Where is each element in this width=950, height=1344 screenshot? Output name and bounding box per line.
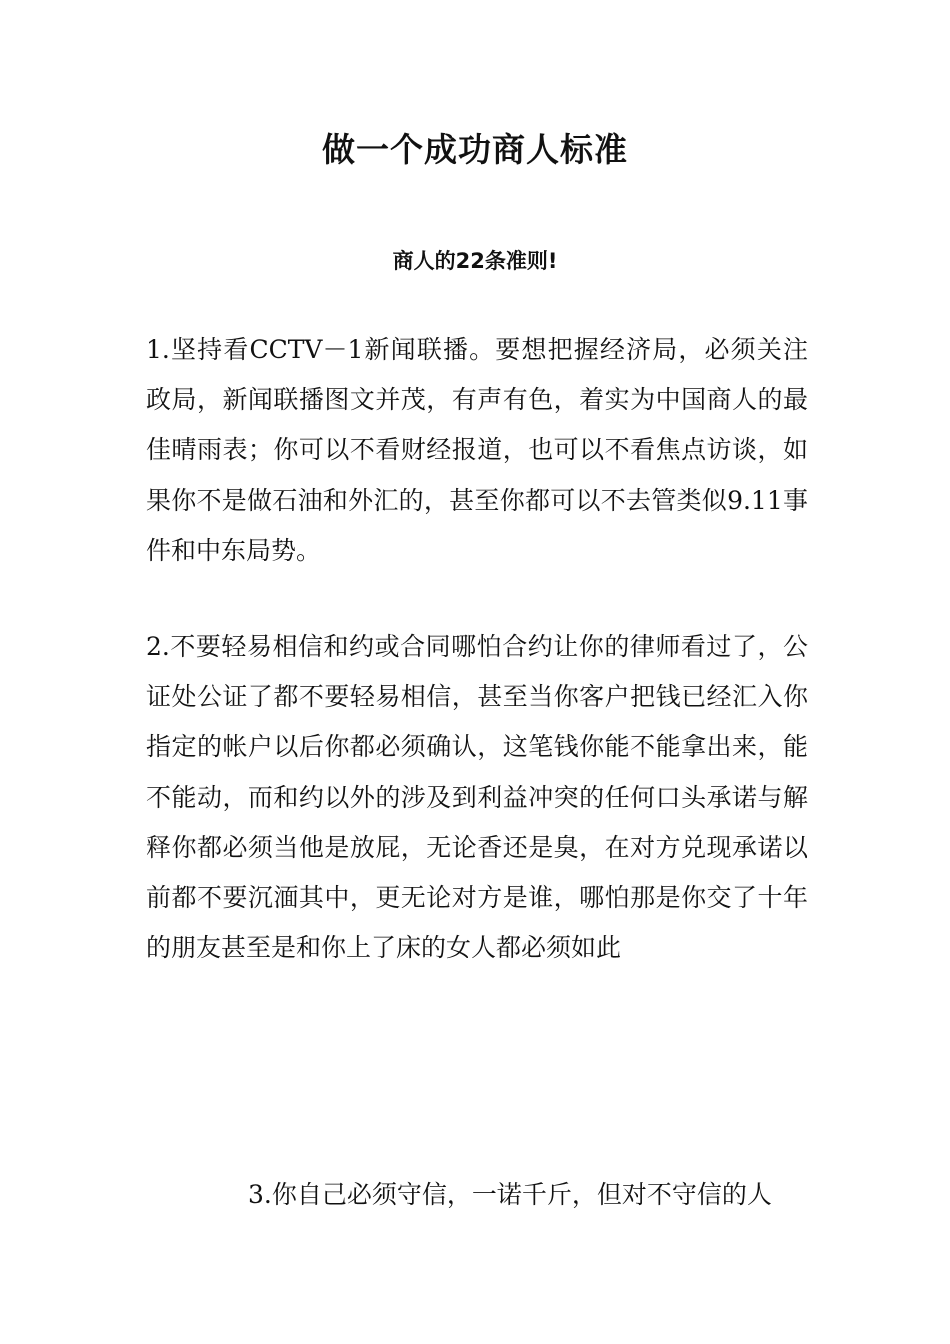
- document-title: 做一个成功商人标准: [322, 130, 628, 169]
- paragraph-rule-2: 2.不要轻易相信和约或合同哪怕合约让你的律师看过了，公证处公证了都不要轻易相信，甚至当你客户把钱已经汇入你指定的帐户以后你都必须确认，这笔钱你能不能拿出来，能不能动，而和约以外的涉及到利益冲突的任何口头承诺与解释你都必须当他是放屁，无论香还是臭，在对方兑现承诺以前都不要沉湎其中，更无论对方是谁，哪怕那是你交了十年的朋友甚至是和你上了床的女人都必须如此: [146, 632, 808, 963]
- document-subtitle: 商人的22条准则!: [392, 249, 558, 273]
- paragraph-rule-3: 3.你自己必须守信，一诺千斤，但对不守信的人: [248, 1180, 772, 1209]
- paragraph-rule-1: 1.坚持看CCTV－1新闻联播。要想把握经济局，必须关注政局，新闻联播图文并茂，有声有色，着实为中国商人的最佳晴雨表；你可以不看财经报道，也可以不看焦点访谈，如果你不是做石油和外汇的，甚至你都可以不去管类似9.11事件和中东局势。: [146, 335, 808, 565]
